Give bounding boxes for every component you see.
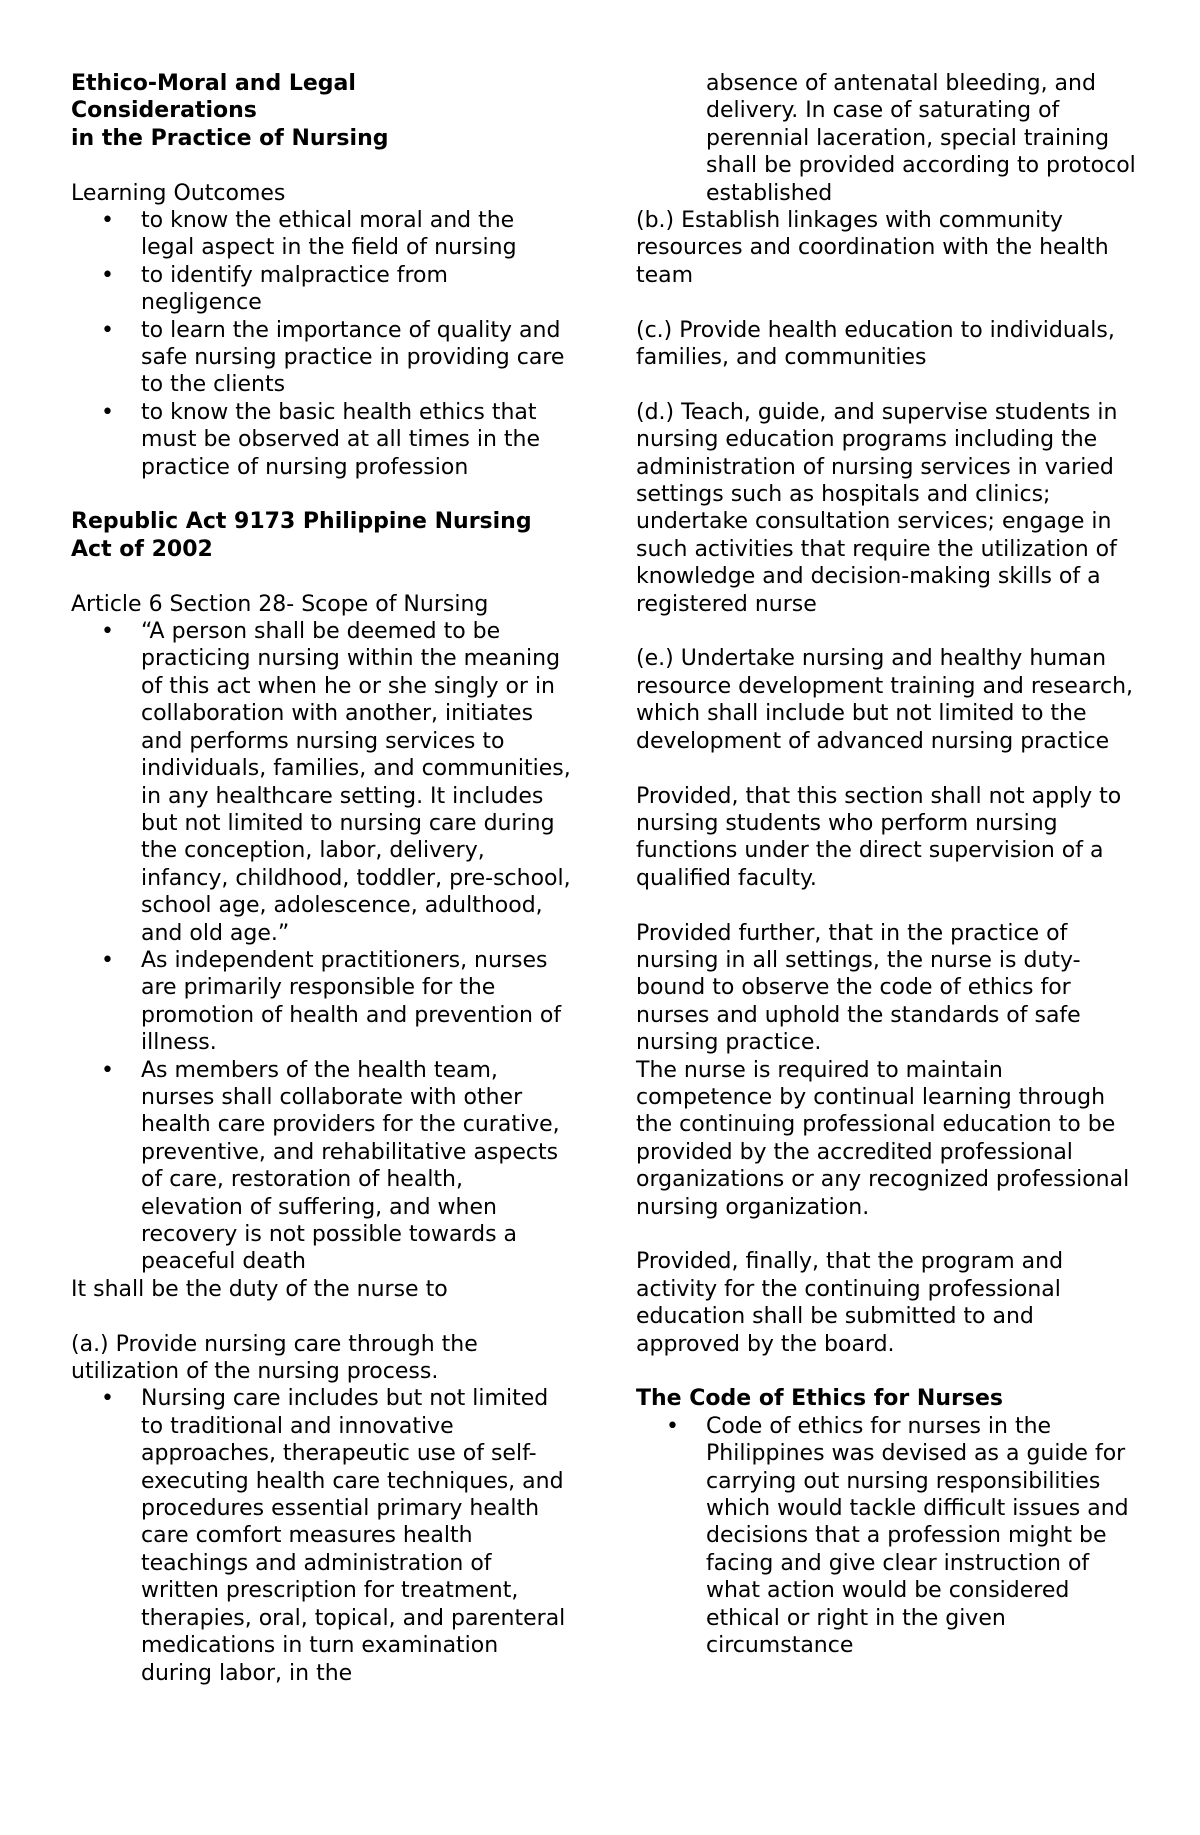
care-list (71, 1385, 571, 1686)
list-item: • to know the ethical moral and the legal aspect in the field of nursing (71, 207, 571, 262)
list-item: • to know the basic health ethics that must be observed at all times in the practice of nursing profession (71, 399, 571, 481)
list-item: • Code of ethics for nurses in the Philippines was devised as a guide for carrying out nursing responsibilities which would tackle difficult issues and decisions that a profession might be facing and give clear instruction of what action would be considered ethical or right in the given circumstance (636, 1413, 1136, 1660)
list-item: • “A person shall be deemed to be practicing nursing within the meaning of this act when he or she singly or in collaboration with another, initiates and performs nursing services to individuals, families, and communities, in any healthcare setting. It includes but not limited to nursing care during the conception, labor, delivery, infancy, childhood, toddler, pre-school, school age, adolescence, adulthood, and old age.” (71, 618, 571, 947)
code-of-ethics-list (636, 1413, 1136, 1660)
list-item: • As independent practitioners, nurses are primarily responsible for the promotion of health and prevention of illness. (71, 947, 571, 1057)
duty-text: It shall be the duty of the nurse to (71, 1276, 448, 1302)
title-line: Considerations (71, 98, 257, 124)
competence-paragraph: The nurse is required to maintain competence by continual learning through the continuing professional education to be provided by the accredited professional organizations or any recognized professional nursing organization. (636, 1057, 1130, 1220)
learning-outcomes-heading: Learning Outcomes (71, 180, 286, 206)
list-item: • Nursing care includes but not limited to traditional and innovative approaches, therapeutic use of self-executing health care techniques, and procedures essential primary health care comfort measures health teachings and administration of written prescription for treatment, therapies, oral, topical, and parenteral medications in turn examination during labor, in the (71, 1385, 571, 1686)
right-column (636, 70, 1136, 1659)
list-item: • As members of the health team, nurses shall collaborate with other health care providers for the curative, preventive, and rehabilitative aspects of care, restoration of health, elevation of suffering, and when recovery is not possible towards a peaceful death (71, 1057, 571, 1276)
list-item: • to learn the importance of quality and safe nursing practice in providing care to the clients (71, 317, 571, 399)
scope-list (71, 618, 571, 1276)
item-e: (e.) Undertake nursing and healthy human resource development training and research, which shall include but not limited to the development of advanced nursing practice (636, 646, 1134, 754)
provided-paragraph-3: Provided, finally, that the program and activity for the continuing professional education shall be submitted to and approved by the board. (636, 1249, 1064, 1357)
provided-paragraph-2: Provided further, that in the practice of nursing in all settings, the nurse is duty-bound to observe the code of ethics for nurses and uphold the standards of safe nursing practice. (636, 920, 1081, 1056)
code-of-ethics-heading: The Code of Ethics for Nurses (636, 1386, 1003, 1412)
item-d: (d.) Teach, guide, and supervise students in nursing education programs including the administration of nursing services in varied settings such as hospitals and clinics; undertake consultation services; engage in such activities that require the utilization of knowledge and decision-making skills of a registered nurse (636, 399, 1118, 617)
title-line: in the Practice of Nursing (71, 125, 389, 151)
left-column (71, 70, 571, 1687)
document-title (71, 70, 571, 152)
provided-paragraph-1: Provided, that this section shall not apply to nursing students who perform nursing functions under the direct supervision of a qualified faculty. (636, 783, 1122, 891)
article-heading: Article 6 Section 28- Scope of Nursing (71, 591, 489, 617)
item-a: (a.) Provide nursing care through the utilization of the nursing process. (71, 1331, 478, 1385)
item-b: (b.) Establish linkages with community resources and coordination with the health team (636, 208, 1109, 288)
republic-act-heading: Republic Act 9173 Philippine Nursing Act of 2002 (71, 509, 532, 562)
title-line: Ethico-Moral and Legal (71, 71, 356, 96)
learning-outcomes-list (71, 207, 571, 481)
care-continuation: absence of antenatal bleeding, and delivery. In case of saturating of perennial laceration, special training shall be provided according to protocol established (706, 71, 1136, 206)
list-item: • to identify malpractice from negligence (71, 262, 571, 317)
item-c: (c.) Provide health education to individuals, families, and communities (636, 317, 1115, 371)
